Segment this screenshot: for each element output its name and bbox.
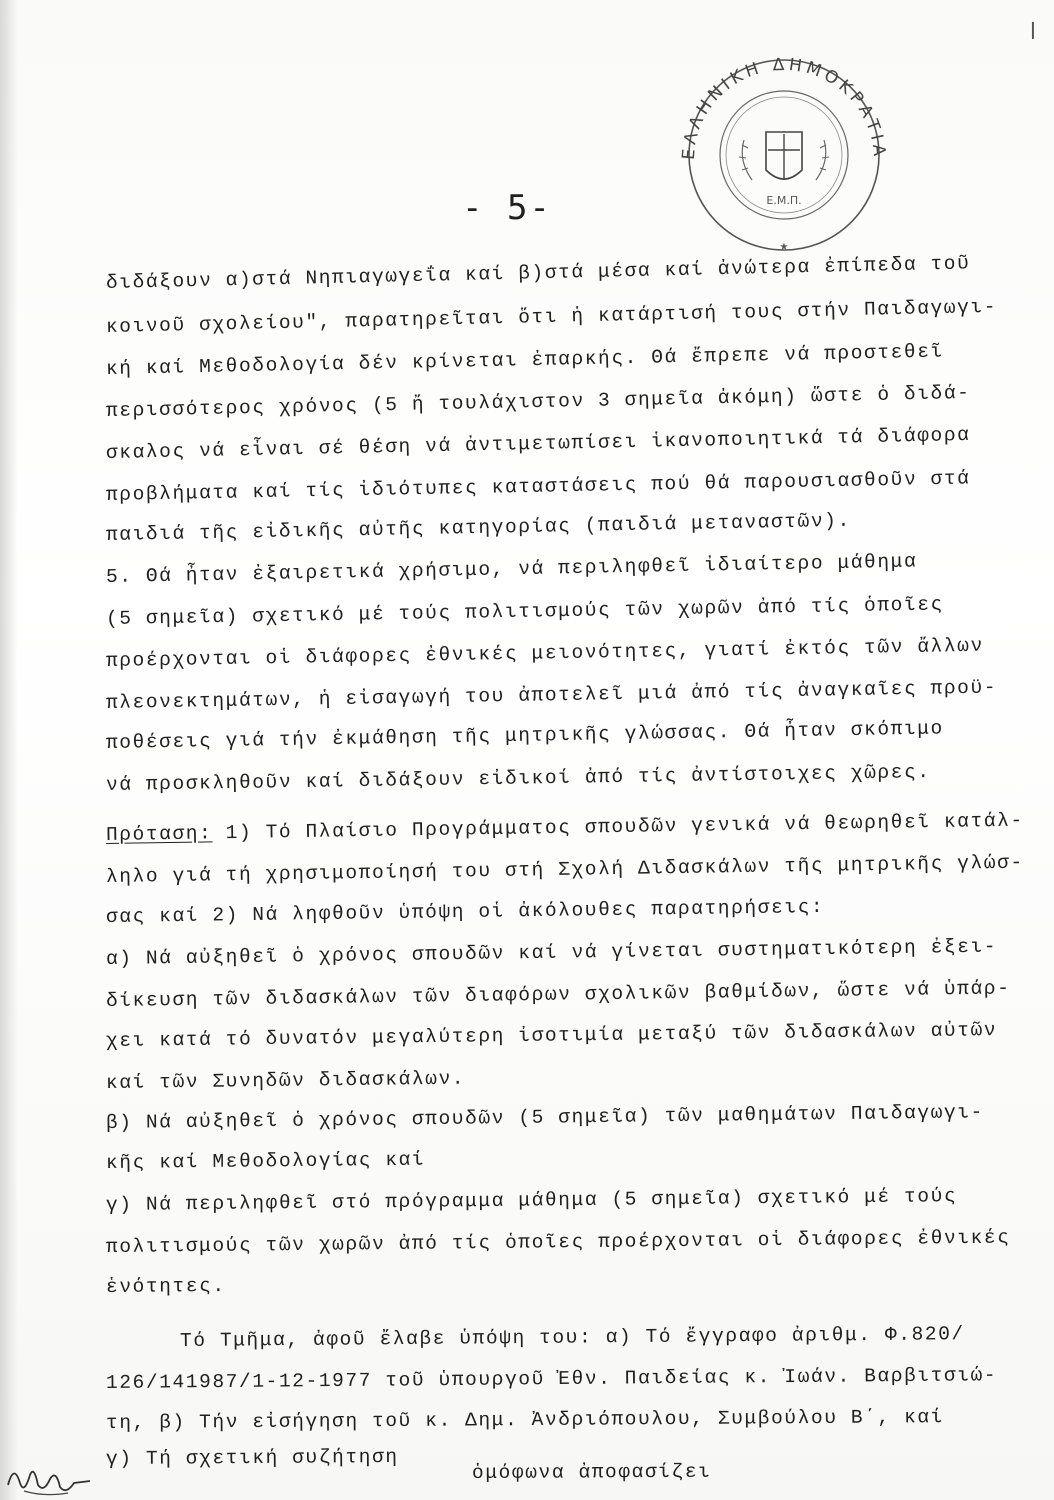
body-line: 5. Θά ἦταν ἐξαιρετικά χρήσιμο, νά περιληφθεῖ ἰδιαίτερο μάθημα <box>105 550 918 588</box>
body-line: νά προσκληθοῦν καί διδάξουν εἰδικοί ἀπό τίς ἀντίστοιχες χῶρες. <box>105 761 931 796</box>
proposal-line: γ) Νά περιληφθεῖ στό πρόγραμμα μάθημα (5 σημεῖα) σχετικό μέ τούς <box>105 1185 958 1216</box>
body-line: παιδιά τῆς εἰδικῆς αὐτῆς κατηγορίας (παιδιά μεταναστῶν). <box>105 509 851 546</box>
proposal-line: καί τῶν Συνηδῶν διδασκάλων. <box>105 1067 466 1094</box>
closing-line: τη, β) Τήν εἰσήγηση τοῦ κ. Δημ. Ἀνδριόπουλου, Συμβούλου Β΄, καί <box>105 1406 945 1434</box>
body-line: περισσότερος χρόνος (5 ἤ τουλάχιστον 3 σημεῖα ἀκόμη) ὥστε ὁ διδά- <box>105 381 971 422</box>
scan-edge-shadow <box>0 0 18 1500</box>
proposal-line: β) Νά αὐξηθεῖ ὁ χρόνος σπουδῶν (5 σημεῖα) τῶν μαθημάτων Παιδαγωγι- <box>105 1101 985 1134</box>
body-line: σκαλος νά εἶναι σέ θέση νά ἀντιμετωπίσει ἱκανοποιητικά τά διάφορα <box>105 423 971 464</box>
handwritten-initials-icon <box>4 1455 94 1500</box>
seal-outer-text: ΕΛΛΗΝΙΚΗ ΔΗΜΟΚΡΑΤΙΑ <box>678 54 890 161</box>
proposal-first-rest: 1) Τό Πλαίσιο Προγράμματος σπουδῶν γενικά νά θεωρηθεῖ κατάλ- <box>212 809 1024 845</box>
body-line: κοινοῦ σχολείου", παρατηρεῖται ὅτι ἡ κατάρτισή τους στήν Παιδαγωγι- <box>105 295 998 338</box>
closing-line: 126/141987/1-12-1977 τοῦ ὑπουργοῦ Ἐθν. Παιδείας κ. Ἰωάν. Βαρβιτσιώ- <box>105 1364 998 1394</box>
proposal-line: σας καί 2) Νά ληφθοῦν ὑπόψη οἱ ἀκόλουθες παρατηρήσεις: <box>105 895 825 928</box>
proposal-line: πολιτισμούς τῶν χωρῶν ἀπό τίς ὁποῖες προέρχονται οἱ διάφορες ἐθνικές <box>105 1226 1011 1258</box>
proposal-first-line <box>106 810 1024 846</box>
seal-star-icon: ★ <box>779 239 789 255</box>
body-line: (5 σημεῖα) σχετικό μέ τούς πολιτισμούς τῶν χωρῶν ἀπό τίς ὁποῖες <box>105 593 945 630</box>
proposal-label: Πρόταση: <box>105 822 213 846</box>
proposal-line: κῆς καί Μεθοδολογίας καί <box>105 1148 426 1174</box>
body-line: ποθέσεις γιά τήν ἐκμάθηση τῆς μητρικῆς γλώσσας. Θά ἦταν σκόπιμο <box>105 717 945 754</box>
page-number: - 5- <box>462 188 552 228</box>
proposal-line: ληλο γιά τή χρησιμοποίησή του στή Σχολή Διδασκάλων τῆς μητρικῆς γλώσ- <box>105 851 1024 888</box>
body-line: διδάξουν α)στά Νηπιαγωγεΐα καί β)στά μέσα καί ἀνώτερα ἐπίπεδα τοῦ <box>105 252 971 294</box>
decision-line: ὁμόφωνα ἀποφασίζει <box>471 1460 712 1484</box>
seal-emblem-icon <box>739 132 829 180</box>
official-seal-icon <box>662 40 902 260</box>
closing-line: γ) Τή σχετική συζήτηση <box>105 1445 399 1470</box>
proposal-line: α) Νά αὐξηθεῖ ὁ χρόνος σπουδῶν καί νά γίνεται συστηματικότερη ἐξει- <box>105 935 998 970</box>
body-line: κή καί Μεθοδολογία δέν κρίνεται ἐπαρκής. Θά ἔπρεπε νά προστεθεῖ <box>105 340 945 380</box>
body-line: προέρχονται οἱ διάφορες ἐθνικές μειονότητες, γιατί ἐκτός τῶν ἄλλων <box>105 634 984 672</box>
proposal-line: δίκευση τῶν διδασκάλων τῶν διαφόρων σχολικῶν βαθμίδων, ὥστε νά ὑπάρ- <box>105 977 1011 1012</box>
proposal-line: ἑνότητες. <box>105 1274 226 1298</box>
body-line: προβλήματα καί τίς ἰδιότυπες καταστάσεις πού θά παρουσιασθοῦν στά <box>105 467 971 506</box>
proposal-line: χει κατά τό δυνατόν μεγαλύτερη ἰσοτιμία μεταξύ τῶν διδασκάλων αὐτῶν <box>105 1019 998 1052</box>
body-line: πλεονεκτημάτων, ἡ εἰσαγωγή του ἀποτελεῖ μιά ἀπό τίς ἀναγκαῖες προϋ- <box>105 676 998 714</box>
corner-mark: l <box>1029 20 1036 45</box>
closing-line: Τό Τμῆμα, ἀφοῦ ἔλαβε ὑπόψη του: α) Τό ἔγγραφο ἀριθμ. Φ.820/ <box>179 1323 965 1352</box>
seal-bottom-text: Ε.Μ.Π. <box>766 194 802 207</box>
